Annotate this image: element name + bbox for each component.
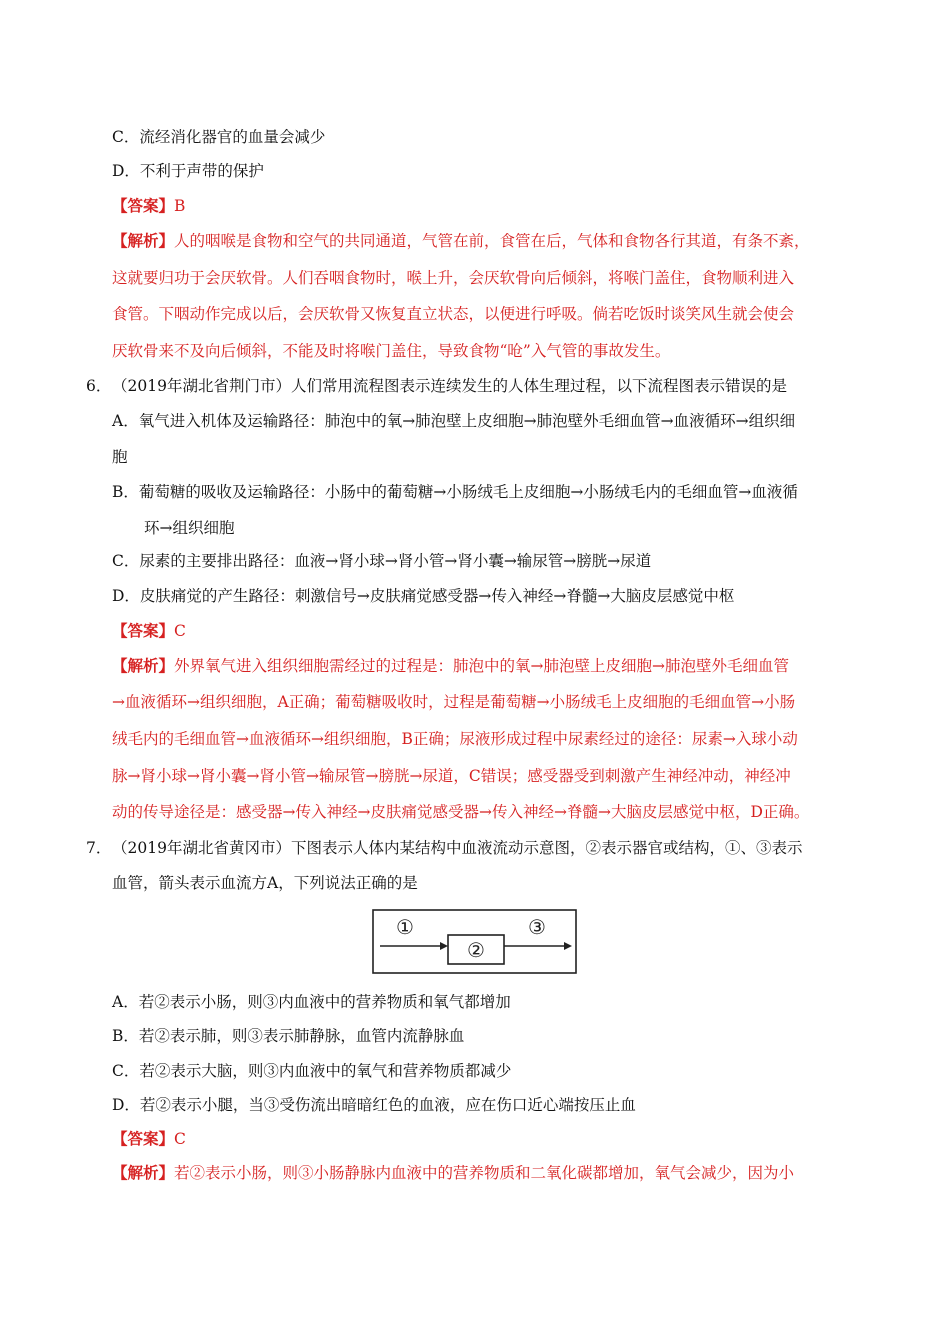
q6-option-a: A．氧气进入机体及运输路径：肺泡中的氧→肺泡壁上皮细胞→肺泡壁外毛细血管→血液循环→组织细: [112, 412, 796, 430]
q6-number: 6．: [86, 377, 112, 395]
analysis-text: 外界氧气进入组织细胞需经过的过程是：肺泡中的氧→肺泡壁上皮细胞→肺泡壁外毛细血管: [174, 657, 789, 675]
q6-stem: （2019年湖北省荆门市）人们常用流程图表示连续发生的人体生理过程，以下流程图表示错误的是: [112, 377, 787, 395]
q6-analysis-line: 动的传导途径是：感受器→传入神经→皮肤痛觉感受器→传入神经→脊髓→大脑皮层感觉中枢，D正确。: [112, 803, 810, 821]
answer-value: B: [174, 197, 186, 215]
q6-option-d: D．皮肤痛觉的产生路径：刺激信号→皮肤痛觉感受器→传入神经→脊髓→大脑皮层感觉中枢: [112, 587, 735, 605]
analysis-label: 【解析】: [112, 1163, 175, 1182]
answer-value: C: [174, 1130, 186, 1148]
analysis-text: 人的咽喉是食物和空气的共同通道，气管在前，食管在后，气体和食物各行其道，有条不紊，: [174, 232, 810, 250]
q6-answer: [112, 620, 186, 642]
q7-option-c: C．若②表示大脑，则③内血液中的氧气和营养物质都减少: [112, 1062, 512, 1080]
q7-option-a: A．若②表示小肠，则③内血液中的营养物质和氧气都增加: [112, 993, 511, 1011]
q7-stem: （2019年湖北省黄冈市）下图表示人体内某结构中血液流动示意图，②表示器官或结构，①、③表示: [112, 839, 803, 857]
q5-analysis-line: [112, 230, 810, 252]
q6-analysis-line: 脉→肾小球→肾小囊→肾小管→输尿管→膀胱→尿道，C错误；感受器受到刺激产生神经冲动，神经冲: [112, 767, 791, 785]
organ-2-label: ②: [467, 938, 485, 962]
answer-label: 【答案】: [112, 1129, 175, 1148]
q5-analysis-line: 这就要归功于会厌软骨。人们吞咽食物时，喉上升，会厌软骨向后倾斜，将喉门盖住，食物顺利进入: [112, 269, 795, 287]
q5-analysis-line: 食管。下咽动作完成以后，会厌软骨又恢复直立状态，以便进行呼吸。倘若吃饭时谈笑风生就会使会: [112, 305, 795, 323]
analysis-text: 若②表示小肠，则③小肠静脉内血液中的营养物质和二氧化碳都增加，氧气会减少，因为小: [174, 1164, 795, 1182]
q7-option-b: B．若②表示肺，则③表示肺静脉，血管内流静脉血: [112, 1027, 465, 1045]
q6-analysis-line: 绒毛内的毛细血管→血液循环→组织细胞，B正确；尿液形成过程中尿素经过的途径：尿素→入球小动: [112, 730, 798, 748]
q6-option-c: C．尿素的主要排出路径：血液→肾小球→肾小管→肾小囊→输尿管→膀胱→尿道: [112, 552, 652, 570]
answer-label: 【答案】: [112, 621, 175, 640]
q6-analysis-line: →血液循环→组织细胞，A正确；葡萄糖吸收时，过程是葡萄糖→小肠绒毛上皮细胞的毛细血管→小肠: [112, 693, 796, 711]
q7-analysis-line: [112, 1162, 794, 1184]
arrow-left-head-icon: [440, 942, 448, 950]
q6-option-b: B．葡萄糖的吸收及运输路径：小肠中的葡萄糖→小肠绒毛上皮细胞→小肠绒毛内的毛细血管→血液循: [112, 483, 798, 501]
q5-option-d: D．不利于声带的保护: [112, 162, 264, 180]
vessel-3-label: ③: [528, 915, 546, 939]
q5-option-c: C．流经消化器官的血量会减少: [112, 128, 326, 146]
vessel-1-label: ①: [396, 915, 414, 939]
answer-value: C: [174, 622, 186, 640]
q5-analysis-line: 厌软骨来不及向后倾斜，不能及时将喉门盖住，导致食物“呛”入气管的事故发生。: [112, 342, 671, 360]
q7-stem-cont: 血管，箭头表示血流方A，下列说法正确的是: [112, 874, 418, 892]
q7-answer: [112, 1128, 186, 1150]
arrow-right-head-icon: [564, 942, 572, 950]
q5-answer: [112, 195, 185, 217]
q7-number: 7．: [86, 839, 112, 857]
analysis-label: 【解析】: [112, 656, 175, 675]
q6-analysis-line: [112, 655, 789, 677]
analysis-label: 【解析】: [112, 231, 175, 250]
answer-label: 【答案】: [112, 196, 175, 215]
q6-option-a-cont: 胞: [112, 448, 128, 466]
q6-option-b-cont: 环→组织细胞: [144, 519, 235, 537]
blood-flow-diagram: [372, 909, 577, 974]
q7-option-d: D．若②表示小腿，当③受伤流出暗暗红色的血液，应在伤口近心端按压止血: [112, 1096, 636, 1114]
